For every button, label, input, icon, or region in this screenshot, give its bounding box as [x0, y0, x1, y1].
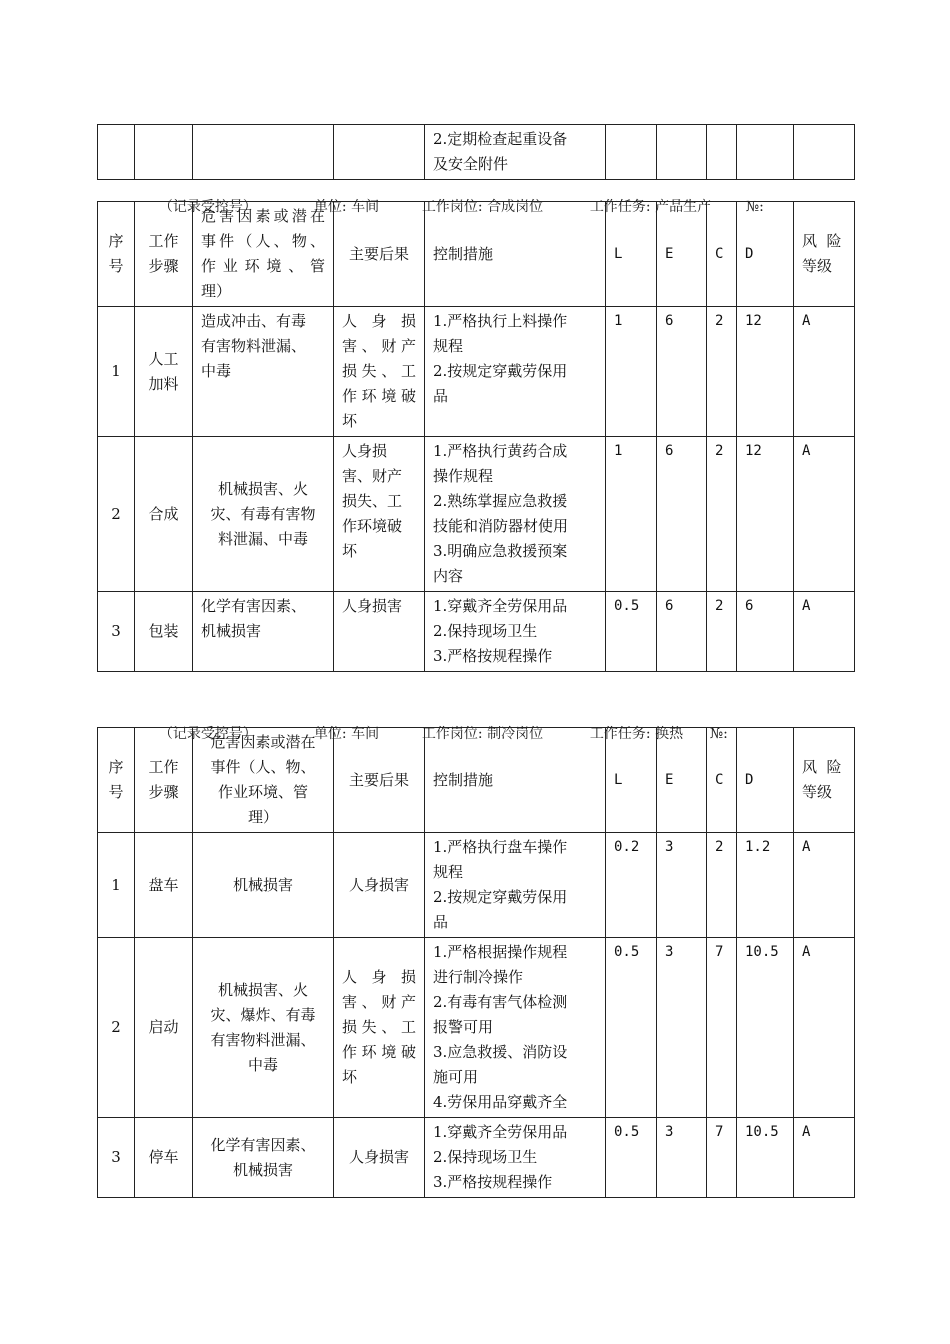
header-text: 号 [108, 257, 124, 275]
header-hazard [193, 202, 334, 307]
consequence-text: 作环境破 [342, 517, 403, 535]
measure-text: 2.有毒有害气体检测 [433, 993, 568, 1011]
measure-text: 报警可用 [433, 1018, 494, 1036]
header-text: 工作 [148, 758, 179, 776]
row-E: 6 [657, 307, 707, 437]
header-measures: 控制措施 [425, 202, 606, 307]
header-step [135, 728, 193, 833]
row-measures [425, 592, 606, 672]
task-label: 工作任务: 产品生产 [589, 199, 712, 215]
hazard-text: 造成冲击、有毒 [201, 312, 307, 330]
row-D: 10.5 [737, 938, 794, 1118]
row-D: 12 [737, 437, 794, 592]
header-risk-level [794, 202, 855, 307]
measure-text: 规程 [433, 337, 464, 355]
row-L: 0.5 [606, 938, 657, 1118]
row-risk: A [794, 592, 855, 672]
row-consequence [334, 833, 425, 938]
hazard-text: 有害物料泄漏、 [210, 1030, 316, 1049]
row-consequence [334, 592, 425, 672]
consequence-text: 人身损害 [348, 1148, 409, 1166]
row-hazard [193, 833, 334, 938]
consequence-text: 人身损害 [342, 597, 403, 615]
fragment-cell-empty [794, 125, 855, 180]
consequence-text: 坏 [342, 542, 358, 560]
header-text: 作业环境、管 [201, 257, 325, 275]
row-C: 2 [707, 437, 737, 592]
row-D: 10.5 [737, 1118, 794, 1198]
row-consequence [334, 307, 425, 437]
fragment-cell-empty [707, 125, 737, 180]
row-L: 1 [606, 437, 657, 592]
fragment-cell-empty [135, 125, 193, 180]
row-measures [425, 1118, 606, 1198]
measure-text: 4.劳保用品穿戴齐全 [433, 1093, 568, 1111]
consequence-text: 人 身 损 [342, 968, 416, 986]
risk-table-refrigeration [97, 727, 855, 1198]
hazard-text: 机械损害 [232, 1160, 293, 1179]
measure-text: 1.严格根据操作规程 [433, 943, 568, 961]
row-D: 1.2 [737, 833, 794, 938]
row-step [135, 833, 193, 938]
hazard-text: 有害物料泄漏、 [201, 337, 307, 355]
header-text: 理） [247, 808, 278, 826]
row-C: 2 [707, 307, 737, 437]
consequence-text: 作环境破 [342, 387, 416, 405]
consequence-text: 坏 [342, 1068, 358, 1086]
header-text: 风 险 [802, 758, 842, 776]
table-header-row [98, 728, 855, 833]
consequence-text: 害、财产 [342, 467, 403, 485]
fragment-cell-empty [737, 125, 794, 180]
measure-text: 3.严格按规程操作 [433, 647, 553, 665]
measure-text: 3.明确应急救援预案 [433, 542, 568, 560]
table-row [98, 938, 855, 1118]
row-C: 7 [707, 938, 737, 1118]
hazard-text: 化学有害因素、 [201, 597, 307, 615]
row-D: 12 [737, 307, 794, 437]
fragment-cell-empty [98, 125, 135, 180]
row-measures [425, 938, 606, 1118]
row-hazard [193, 938, 334, 1118]
header-text: 工作 [148, 232, 179, 250]
step-text: 停车 [148, 1148, 179, 1166]
row-risk: A [794, 833, 855, 938]
header-D: D [737, 202, 794, 307]
row-step [135, 437, 193, 592]
risk-table-synthesis [97, 201, 855, 672]
hazard-text: 中毒 [247, 1055, 278, 1074]
header-text: 序 [108, 758, 124, 776]
measure-text: 2.保持现场卫生 [433, 1148, 538, 1166]
hazard-text: 灾、有毒有害物 [210, 504, 316, 523]
measure-text: 2.保持现场卫生 [433, 622, 538, 640]
header-text: 步骤 [148, 783, 179, 801]
row-seq: 1 [98, 307, 135, 437]
row-seq: 1 [98, 833, 135, 938]
consequence-text: 害、财产 [342, 337, 416, 355]
header-consequence: 主要后果 [334, 728, 425, 833]
unit-label: 单位: 车间 [313, 199, 380, 215]
fragment-measure-line: 2.定期检查起重设备 [433, 130, 568, 148]
step-text: 包装 [148, 622, 179, 640]
measure-text: 2.按规定穿戴劳保用 [433, 888, 568, 906]
consequence-text: 害、财产 [342, 993, 416, 1011]
hazard-text: 机械损害 [232, 875, 293, 894]
table-row [98, 307, 855, 437]
hazard-text: 化学有害因素、 [210, 1135, 316, 1154]
fragment-cell-empty [606, 125, 657, 180]
measure-text: 1.穿戴齐全劳保用品 [433, 1123, 568, 1141]
measure-text: 3.严格按规程操作 [433, 1173, 553, 1191]
consequence-text: 作环境破 [342, 1043, 416, 1061]
row-measures [425, 437, 606, 592]
row-E: 6 [657, 592, 707, 672]
measure-text: 技能和消防器材使用 [433, 517, 569, 535]
header-text: 理） [201, 282, 232, 300]
post-label: 工作岗位: 制冷岗位 [421, 726, 544, 742]
consequence-text: 损失、工 [342, 362, 416, 380]
row-C: 2 [707, 592, 737, 672]
header-text: 事件（人、物、 [201, 232, 325, 250]
row-seq: 3 [98, 1118, 135, 1198]
header-D: D [737, 728, 794, 833]
header-C: C [707, 728, 737, 833]
hazard-text: 机械损害 [201, 622, 262, 640]
step-text: 合成 [148, 504, 179, 523]
row-step [135, 938, 193, 1118]
row-hazard [193, 307, 334, 437]
step-text: 加料 [148, 374, 179, 393]
row-L: 0.2 [606, 833, 657, 938]
measure-text: 3.应急救援、消防设 [433, 1043, 568, 1061]
consequence-text: 损失、工 [342, 1018, 416, 1036]
row-seq: 2 [98, 437, 135, 592]
row-measures [425, 307, 606, 437]
header-step [135, 202, 193, 307]
measure-text: 进行制冷操作 [433, 968, 524, 986]
header-text: 作业环境、管 [217, 783, 308, 801]
row-hazard [193, 437, 334, 592]
hazard-text: 机械损害、火 [217, 980, 308, 999]
header-C: C [707, 202, 737, 307]
step-text: 盘车 [148, 875, 179, 894]
row-consequence [334, 938, 425, 1118]
header-E: E [657, 728, 707, 833]
step-text: 人工 [148, 349, 179, 368]
row-D: 6 [737, 592, 794, 672]
hazard-text: 料泄漏、中毒 [217, 529, 308, 548]
table-row [98, 833, 855, 938]
measure-text: 1.严格执行上料操作 [433, 312, 568, 330]
hazard-text: 灾、爆炸、有毒 [210, 1005, 316, 1024]
measure-text: 品 [433, 913, 449, 931]
header-text: 事件（人、物、 [210, 758, 316, 776]
row-step [135, 1118, 193, 1198]
header-hazard [193, 728, 334, 833]
number-label: №: [709, 726, 728, 742]
header-L: L [606, 202, 657, 307]
table-header-row [98, 202, 855, 307]
continued-table-fragment [97, 124, 855, 180]
header-L: L [606, 728, 657, 833]
measure-text: 施可用 [433, 1068, 479, 1086]
table-row [98, 437, 855, 592]
record-number: （记录受控号） [158, 199, 257, 215]
header-E: E [657, 202, 707, 307]
unit-label: 单位: 车间 [313, 726, 380, 742]
row-step [135, 592, 193, 672]
fragment-cell-empty [193, 125, 334, 180]
hazard-text: 中毒 [201, 362, 232, 380]
post-label: 工作岗位: 合成岗位 [421, 199, 544, 215]
task-label: 工作任务: 换热 [589, 726, 684, 742]
row-L: 0.5 [606, 592, 657, 672]
row-seq: 2 [98, 938, 135, 1118]
table-row [98, 592, 855, 672]
measure-text: 规程 [433, 863, 464, 881]
header-text: 序 [108, 232, 124, 250]
header-text: 号 [108, 783, 124, 801]
measure-text: 2.熟练掌握应急救援 [433, 492, 568, 510]
row-hazard [193, 1118, 334, 1198]
consequence-text: 人身损害 [348, 875, 409, 894]
row-measures [425, 833, 606, 938]
row-E: 3 [657, 833, 707, 938]
consequence-text: 人身损 [342, 442, 388, 460]
header-seq [98, 728, 135, 833]
header-text: 等级 [802, 257, 833, 275]
consequence-text: 坏 [342, 412, 358, 430]
fragment-measures [425, 125, 606, 180]
row-consequence [334, 437, 425, 592]
measure-text: 1.严格执行盘车操作 [433, 838, 568, 856]
measure-text: 内容 [433, 567, 464, 585]
number-label: №: [745, 199, 764, 215]
row-step [135, 307, 193, 437]
measure-text: 1.严格执行黄药合成 [433, 442, 568, 460]
hazard-text: 机械损害、火 [217, 479, 308, 498]
row-risk: A [794, 938, 855, 1118]
row-E: 3 [657, 1118, 707, 1198]
fragment-cell-empty [657, 125, 707, 180]
row-risk: A [794, 1118, 855, 1198]
row-C: 2 [707, 833, 737, 938]
header-text: 危害因素或潜在 [201, 207, 325, 225]
header-seq [98, 202, 135, 307]
header-text: 风 险 [802, 232, 842, 250]
row-seq: 3 [98, 592, 135, 672]
row-L: 1 [606, 307, 657, 437]
fragment-measure-line: 及安全附件 [433, 155, 509, 173]
row-risk: A [794, 307, 855, 437]
row-L: 0.5 [606, 1118, 657, 1198]
row-consequence [334, 1118, 425, 1198]
header-text: 危害因素或潜在 [210, 733, 316, 751]
record-number: （记录受控号） [158, 726, 257, 742]
row-C: 7 [707, 1118, 737, 1198]
measure-text: 2.按规定穿戴劳保用 [433, 362, 568, 380]
header-consequence: 主要后果 [334, 202, 425, 307]
row-E: 6 [657, 437, 707, 592]
measure-text: 品 [433, 387, 449, 405]
measure-text: 操作规程 [433, 467, 494, 485]
row-E: 3 [657, 938, 707, 1118]
consequence-text: 损失、工 [342, 492, 403, 510]
header-measures: 控制措施 [425, 728, 606, 833]
row-hazard [193, 592, 334, 672]
header-risk-level [794, 728, 855, 833]
fragment-cell-empty [334, 125, 425, 180]
row-risk: A [794, 437, 855, 592]
measure-text: 1.穿戴齐全劳保用品 [433, 597, 568, 615]
header-text: 步骤 [148, 257, 179, 275]
table-row [98, 1118, 855, 1198]
consequence-text: 人 身 损 [342, 312, 416, 330]
header-text: 等级 [802, 783, 833, 801]
step-text: 启动 [148, 1018, 179, 1036]
